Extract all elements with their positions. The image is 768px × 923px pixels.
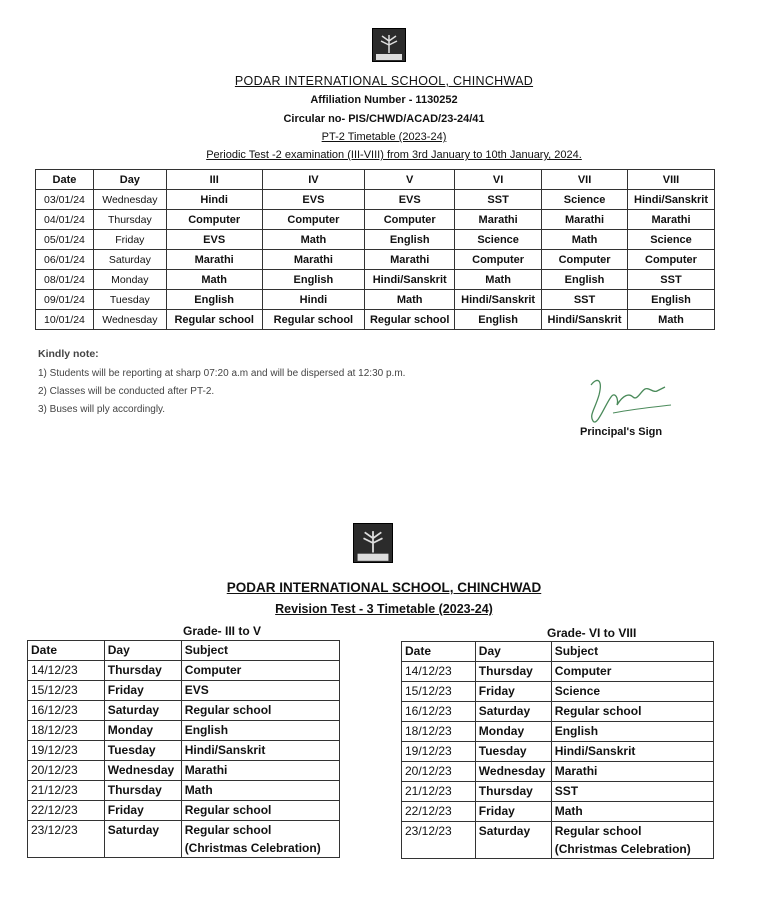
date-cell: 21/12/23: [28, 781, 105, 801]
table-header-row: [36, 170, 715, 190]
subject-note: (Christmas Celebration): [554, 842, 691, 856]
table-row: [28, 721, 340, 741]
subject-cell: English: [166, 290, 262, 310]
date-cell: 19/12/23: [402, 742, 476, 762]
subject-cell: Marathi: [628, 210, 715, 230]
subject-cell: Marathi: [262, 250, 365, 270]
school-logo: [372, 28, 406, 62]
subject-cell: Math: [551, 802, 713, 822]
subject-text: Regular school: [184, 823, 272, 837]
table-row: [36, 270, 715, 290]
date-cell: 05/01/24: [36, 230, 94, 250]
date-cell: 22/12/23: [402, 802, 476, 822]
subject-cell: Science: [455, 230, 542, 250]
header-cell: Day: [93, 170, 166, 190]
table-row: [28, 661, 340, 681]
table-row: [402, 702, 714, 722]
table-row: [402, 682, 714, 702]
subject-cell: Math: [166, 270, 262, 290]
table-row: [402, 802, 714, 822]
subject-cell: English: [551, 722, 713, 742]
school-name: PODAR INTERNATIONAL SCHOOL, CHINCHWAD: [234, 74, 534, 88]
table-row: [28, 741, 340, 761]
subject-cell: EVS: [365, 190, 455, 210]
header-cell: Date: [402, 642, 476, 662]
grade-label-right: Grade- VI to VIII: [547, 626, 637, 640]
date-cell: 16/12/23: [28, 701, 105, 721]
date-cell: 19/12/23: [28, 741, 105, 761]
subject-text: Regular school: [554, 824, 642, 838]
table-row: [28, 681, 340, 701]
subject-cell: Math: [542, 230, 628, 250]
header-cell: Date: [36, 170, 94, 190]
subject-cell: English: [455, 310, 542, 330]
date-cell: 15/12/23: [28, 681, 105, 701]
table-row: [28, 821, 340, 858]
grade-label-left: Grade- III to V: [183, 624, 262, 638]
subject-cell: Computer: [542, 250, 628, 270]
subject-cell: Marathi: [542, 210, 628, 230]
table-row: [36, 230, 715, 250]
header-cell: IV: [262, 170, 365, 190]
note-item: 3) Buses will ply accordingly.: [38, 404, 166, 415]
subject-cell: Regular school: [181, 801, 339, 821]
school-name: PODAR INTERNATIONAL SCHOOL, CHINCHWAD: [226, 580, 542, 595]
table-row: [28, 801, 340, 821]
table-header-row: [28, 641, 340, 661]
pt2-timetable: [35, 169, 715, 330]
subject-cell: Marathi: [365, 250, 455, 270]
subject-cell: English: [262, 270, 365, 290]
date-cell: 23/12/23: [28, 821, 105, 858]
table-row: [402, 662, 714, 682]
revision-title: Revision Test - 3 Timetable (2023-24): [275, 602, 493, 616]
date-cell: 10/01/24: [36, 310, 94, 330]
subject-cell: Marathi: [551, 762, 713, 782]
subject-cell: Math: [181, 781, 339, 801]
subject-note: (Christmas Celebration): [184, 841, 321, 855]
day-cell: Tuesday: [475, 742, 551, 762]
date-cell: 14/12/23: [28, 661, 105, 681]
day-cell: Wednesday: [93, 310, 166, 330]
day-cell: Wednesday: [104, 761, 181, 781]
subject-cell: Marathi: [181, 761, 339, 781]
table-row: [36, 310, 715, 330]
day-cell: Wednesday: [475, 762, 551, 782]
header-cell: VIII: [628, 170, 715, 190]
table-row: [402, 782, 714, 802]
day-cell: Saturday: [475, 822, 551, 859]
day-cell: Friday: [104, 681, 181, 701]
day-cell: Thursday: [93, 210, 166, 230]
day-cell: Saturday: [104, 821, 181, 858]
subject-cell: SST: [628, 270, 715, 290]
day-cell: Tuesday: [93, 290, 166, 310]
date-cell: 18/12/23: [28, 721, 105, 741]
day-cell: Thursday: [475, 662, 551, 682]
table-row: [402, 762, 714, 782]
date-cell: 22/12/23: [28, 801, 105, 821]
note-item: 1) Students will be reporting at sharp 07:20 a.m and will be dispersed at 12:30 p.m.: [38, 368, 406, 379]
header-cell: VII: [542, 170, 628, 190]
subject-cell: Regular school: [181, 701, 339, 721]
subject-cell: EVS: [262, 190, 365, 210]
subject-cell: Math: [455, 270, 542, 290]
subject-cell: Math: [365, 290, 455, 310]
subject-cell: Hindi/Sanskrit: [365, 270, 455, 290]
table-row: [36, 190, 715, 210]
subject-cell: EVS: [166, 230, 262, 250]
day-cell: Thursday: [104, 781, 181, 801]
header-cell: Date: [28, 641, 105, 661]
subject-cell: Hindi/Sanskrit: [181, 741, 339, 761]
subject-cell: SST: [542, 290, 628, 310]
table-header-row: [402, 642, 714, 662]
date-cell: 16/12/23: [402, 702, 476, 722]
date-cell: 20/12/23: [402, 762, 476, 782]
header-cell: III: [166, 170, 262, 190]
principal-sign-label: Principal's Sign: [580, 426, 663, 438]
subject-cell: SST: [455, 190, 542, 210]
day-cell: Saturday: [93, 250, 166, 270]
subject-cell: Computer: [628, 250, 715, 270]
table-row: [28, 761, 340, 781]
table-row: [36, 250, 715, 270]
subject-cell: Hindi/Sanskrit: [628, 190, 715, 210]
date-cell: 23/12/23: [402, 822, 476, 859]
subject-cell: [181, 821, 339, 858]
date-cell: 21/12/23: [402, 782, 476, 802]
subject-cell: SST: [551, 782, 713, 802]
table-row: [28, 701, 340, 721]
day-cell: Wednesday: [93, 190, 166, 210]
day-cell: Monday: [475, 722, 551, 742]
circular-number: Circular no- PIS/CHWD/ACAD/23-24/41: [283, 113, 485, 125]
subject-cell: Computer: [181, 661, 339, 681]
affiliation-number: Affiliation Number - 1130252: [310, 94, 458, 106]
subject-cell: Computer: [262, 210, 365, 230]
date-cell: 04/01/24: [36, 210, 94, 230]
subject-cell: English: [628, 290, 715, 310]
subject-cell: English: [365, 230, 455, 250]
date-cell: 03/01/24: [36, 190, 94, 210]
subject-cell: Regular school: [166, 310, 262, 330]
rt3-table-grades-6-8: [401, 641, 714, 859]
subject-cell: Hindi/Sanskrit: [542, 310, 628, 330]
date-cell: 08/01/24: [36, 270, 94, 290]
day-cell: Tuesday: [104, 741, 181, 761]
day-cell: Monday: [104, 721, 181, 741]
table-row: [28, 781, 340, 801]
header-cell: Day: [104, 641, 181, 661]
header-cell: Day: [475, 642, 551, 662]
rt3-table-grades-3-5: [27, 640, 340, 858]
day-cell: Monday: [93, 270, 166, 290]
day-cell: Friday: [104, 801, 181, 821]
day-cell: Thursday: [475, 782, 551, 802]
subject-cell: Computer: [455, 250, 542, 270]
exam-title: Periodic Test -2 examination (III-VIII) from 3rd January to 10th January, 2024.: [206, 149, 582, 161]
subject-cell: English: [181, 721, 339, 741]
date-cell: 20/12/23: [28, 761, 105, 781]
day-cell: Thursday: [104, 661, 181, 681]
day-cell: Saturday: [104, 701, 181, 721]
note-heading: Kindly note:: [38, 348, 99, 360]
subject-cell: English: [542, 270, 628, 290]
subject-cell: Computer: [365, 210, 455, 230]
subject-cell: [551, 822, 713, 859]
timetable-title: PT-2 Timetable (2023-24): [321, 131, 447, 143]
date-cell: 15/12/23: [402, 682, 476, 702]
subject-cell: Regular school: [551, 702, 713, 722]
subject-cell: Computer: [166, 210, 262, 230]
day-cell: Friday: [475, 682, 551, 702]
subject-cell: Regular school: [262, 310, 365, 330]
subject-cell: Marathi: [166, 250, 262, 270]
school-logo: [353, 523, 393, 563]
subject-cell: Regular school: [365, 310, 455, 330]
header-cell: V: [365, 170, 455, 190]
table-row: [36, 210, 715, 230]
subject-cell: Math: [628, 310, 715, 330]
header-cell: Subject: [551, 642, 713, 662]
day-cell: Saturday: [475, 702, 551, 722]
table-row: [402, 822, 714, 859]
header-cell: VI: [455, 170, 542, 190]
note-item: 2) Classes will be conducted after PT-2.: [38, 386, 215, 397]
subject-cell: Hindi: [262, 290, 365, 310]
subject-cell: EVS: [181, 681, 339, 701]
date-cell: 18/12/23: [402, 722, 476, 742]
subject-cell: Science: [542, 190, 628, 210]
subject-cell: Computer: [551, 662, 713, 682]
table-row: [402, 722, 714, 742]
subject-cell: Hindi/Sanskrit: [455, 290, 542, 310]
subject-cell: Math: [262, 230, 365, 250]
subject-cell: Science: [628, 230, 715, 250]
subject-cell: Science: [551, 682, 713, 702]
day-cell: Friday: [475, 802, 551, 822]
table-row: [36, 290, 715, 310]
date-cell: 06/01/24: [36, 250, 94, 270]
subject-cell: Hindi/Sanskrit: [551, 742, 713, 762]
subject-cell: Hindi: [166, 190, 262, 210]
table-row: [402, 742, 714, 762]
subject-cell: Marathi: [455, 210, 542, 230]
header-cell: Subject: [181, 641, 339, 661]
date-cell: 14/12/23: [402, 662, 476, 682]
day-cell: Friday: [93, 230, 166, 250]
date-cell: 09/01/24: [36, 290, 94, 310]
